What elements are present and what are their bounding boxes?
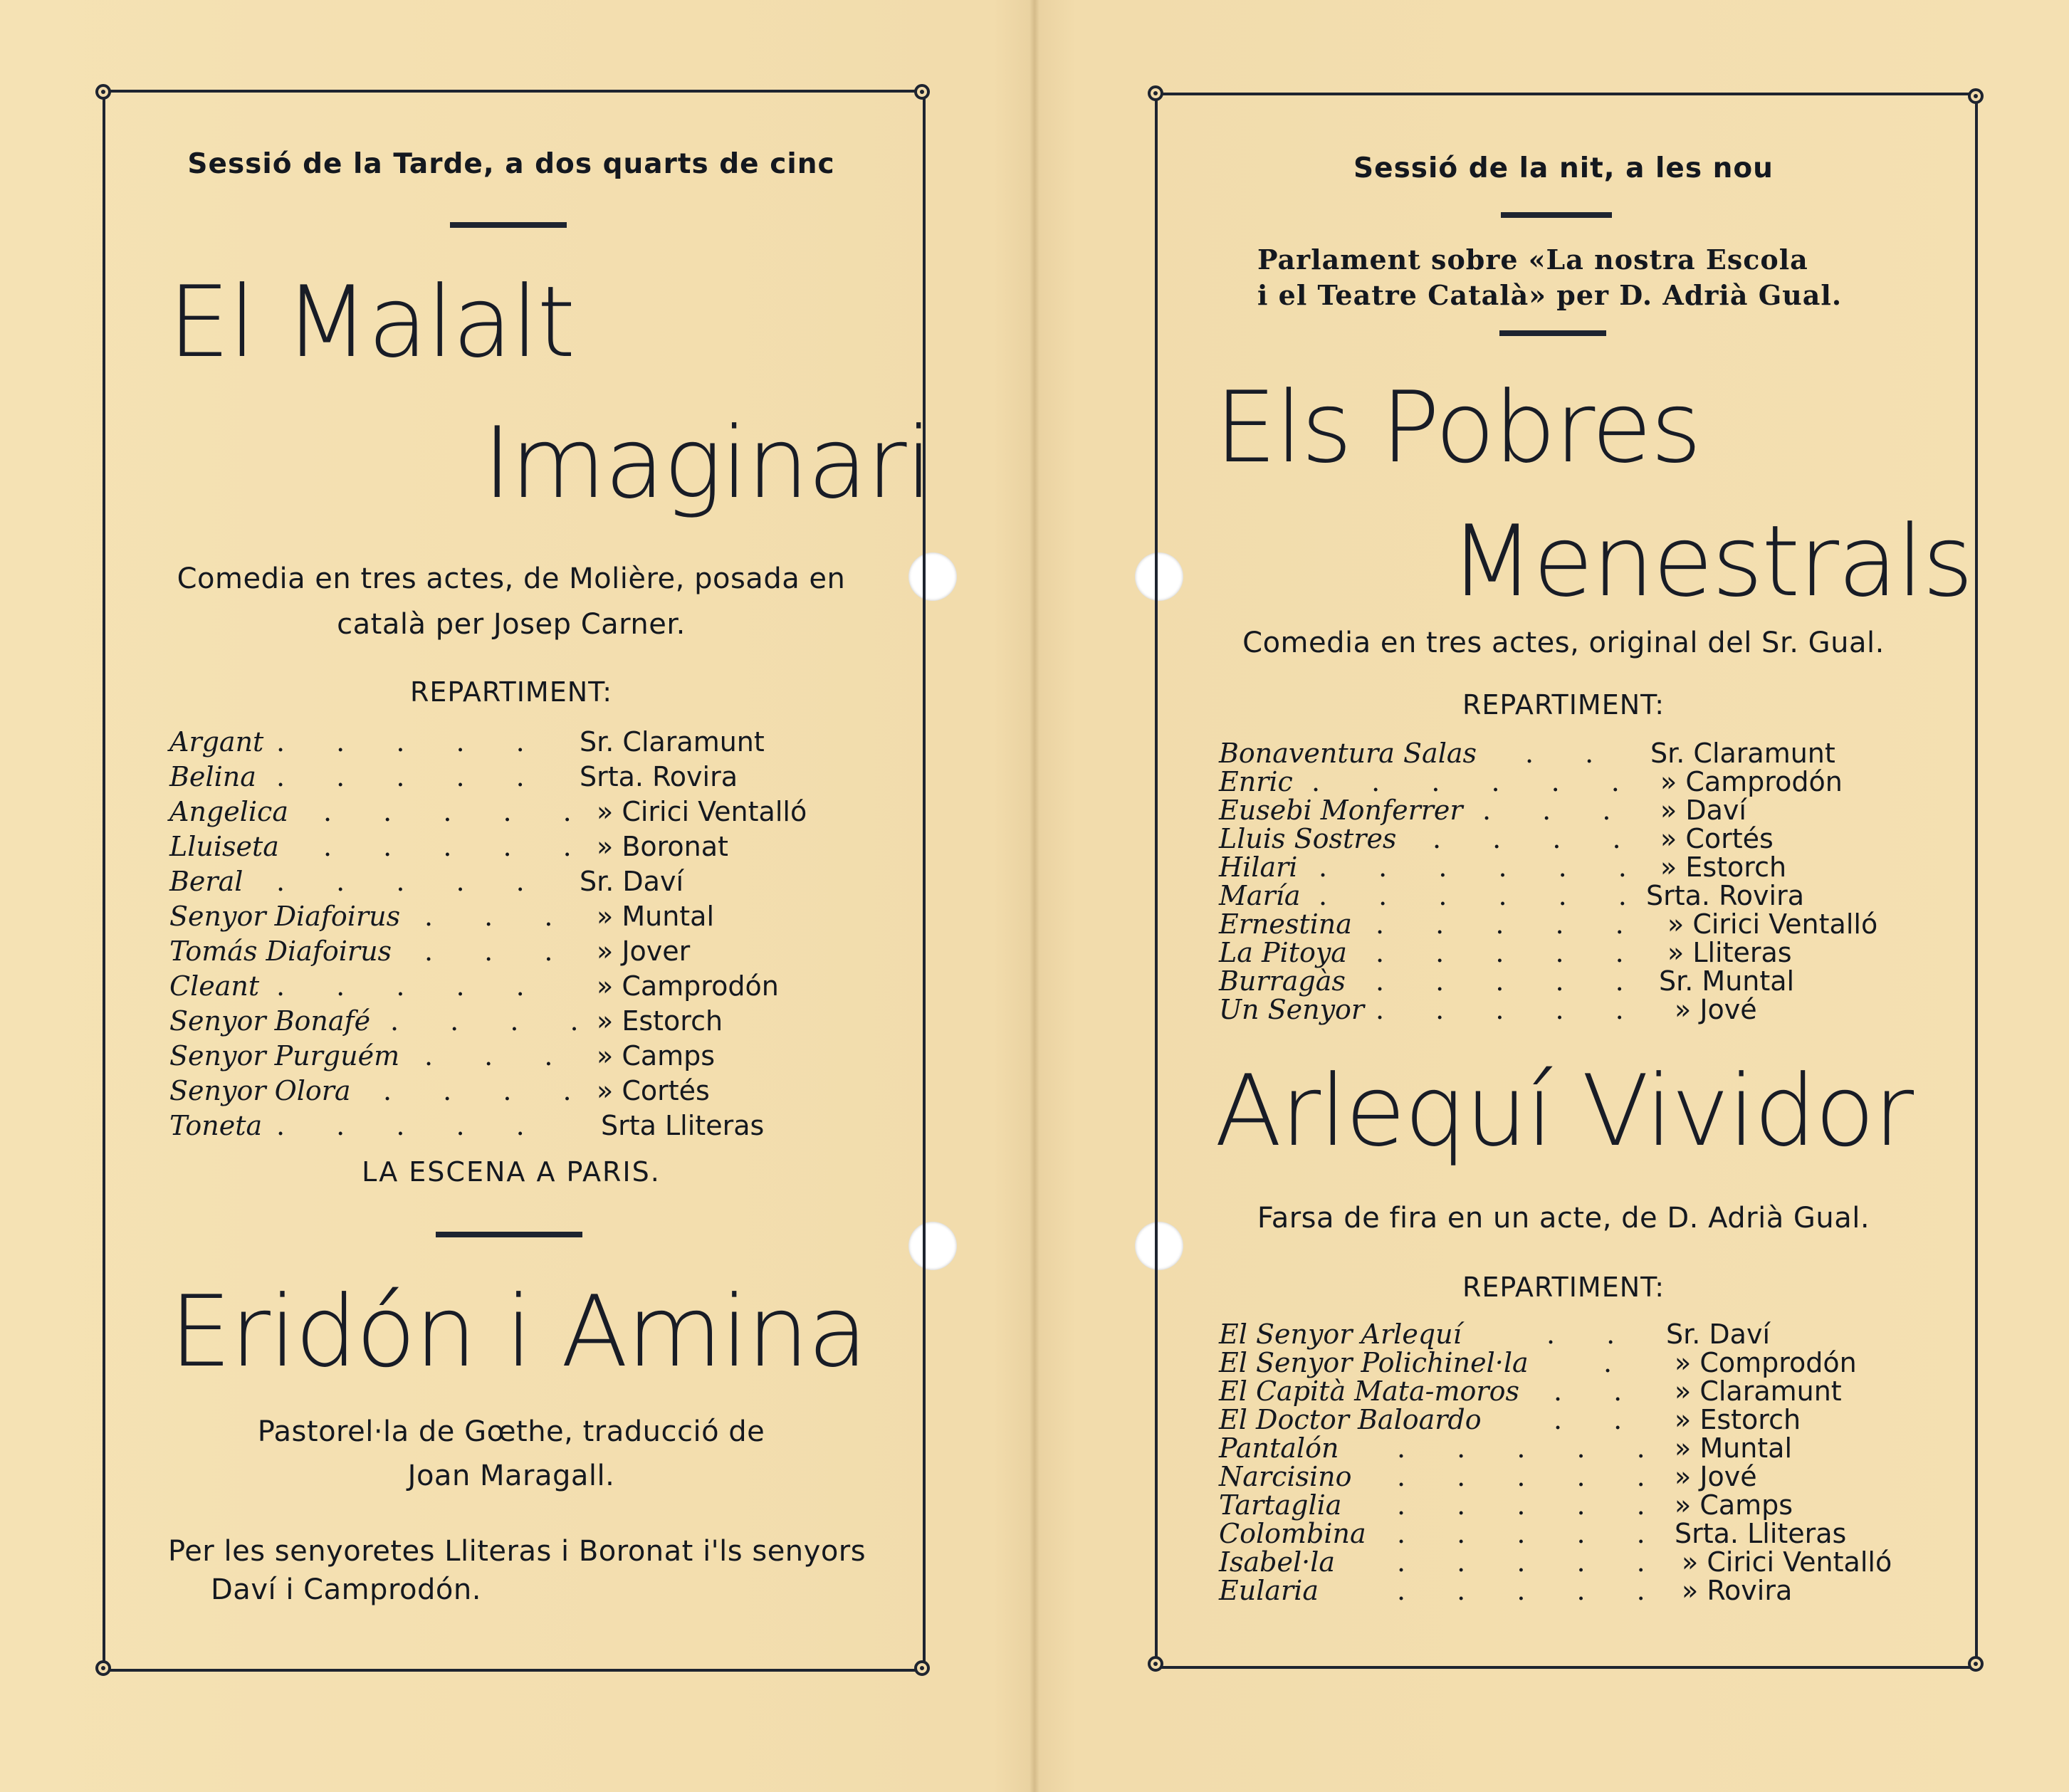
leader-dots: . . . . . .: [1319, 880, 1648, 911]
corner-ornament: [95, 1660, 111, 1676]
leader-dots: . .: [1525, 738, 1615, 769]
actor-name: Srta. Rovira: [580, 761, 738, 792]
leader-dots: . . . . .: [1397, 1546, 1667, 1578]
leader-dots: . . .: [424, 1040, 575, 1071]
right-session-heading: Sessió de la nit, a les nou: [1353, 152, 1774, 184]
actor-name: » Estorch: [597, 1005, 723, 1037]
actor-name: » Jové: [1675, 994, 1757, 1025]
role-name: Belina: [169, 761, 256, 792]
role-name: Argant: [169, 726, 264, 758]
leader-dots: . . . . .: [323, 831, 593, 862]
leader-dots: . . . . . .: [1319, 852, 1648, 883]
play-title-arlequi: Arlequí Vividor: [1215, 1054, 1913, 1168]
actor-name: » Cirici Ventalló: [597, 796, 807, 827]
role-name: Colombina: [1219, 1518, 1366, 1549]
role-name: Narcisino: [1219, 1461, 1352, 1492]
cast-heading: REPARTIMENT:: [1462, 1272, 1665, 1303]
role-name: Bonaventura Salas: [1219, 738, 1477, 769]
actor-name: » Jové: [1675, 1461, 1757, 1492]
role-name: Senyor Diafoirus: [169, 901, 401, 932]
play-title-eridon: Eridón i Amina: [169, 1274, 867, 1389]
lecture-announcement: Parlament sobre «La nostra Escola: [1257, 243, 1808, 276]
play-description: Pastorel·la de Gœthe, traducció de: [257, 1415, 765, 1448]
role-name: Tartaglia: [1219, 1489, 1342, 1521]
play-description: Farsa de fira en un acte, de D. Adrià Gual.: [1257, 1202, 1870, 1235]
role-name: Eusebi Monferrer: [1219, 795, 1463, 826]
leader-dots: . . .: [1482, 795, 1633, 826]
corner-ornament: [1968, 1656, 1984, 1672]
cast-heading: REPARTIMENT:: [409, 676, 612, 708]
role-name: Tomás Diafoirus: [169, 936, 392, 967]
leader-dots: . . . . .: [1376, 937, 1645, 968]
play-description: Comedia en tres actes, original del Sr. Gual.: [1242, 627, 1885, 659]
role-name: Cleant: [169, 970, 260, 1002]
actor-name: » Muntal: [597, 901, 715, 932]
actor-name: » Camps: [597, 1040, 716, 1071]
cast-heading: REPARTIMENT:: [1462, 689, 1665, 721]
role-name: Hilari: [1219, 852, 1298, 883]
corner-ornament: [914, 84, 930, 100]
leader-dots: . . . .: [390, 1005, 600, 1037]
play-title-pobres-line1: Els Pobres: [1215, 370, 1701, 485]
role-name: Toneta: [169, 1110, 263, 1141]
leader-dots: . .: [1554, 1376, 1644, 1407]
role-name: Ernestina: [1219, 908, 1352, 940]
actor-name: Sr. Daví: [580, 866, 684, 897]
role-name: El Doctor Baloardo: [1219, 1404, 1482, 1435]
leader-dots: . . . . .: [1397, 1575, 1667, 1606]
actor-name: » Camps: [1675, 1489, 1793, 1521]
actor-name: » Boronat: [597, 831, 728, 862]
role-name: Angelica: [169, 796, 288, 827]
leader-dots: . . . . .: [1397, 1489, 1667, 1521]
corner-ornament: [1968, 88, 1984, 104]
divider-rule: [436, 1232, 582, 1237]
role-name: Burragàs: [1219, 965, 1346, 997]
leader-dots: . . . . .: [1376, 908, 1645, 940]
corner-ornament: [1148, 85, 1163, 101]
role-name: Lluis Sostres: [1219, 823, 1397, 854]
actor-name: Srta Lliteras: [601, 1110, 765, 1141]
leader-dots: . .: [1554, 1404, 1644, 1435]
performers-note: Daví i Camprodón.: [211, 1573, 481, 1606]
actor-name: » Claramunt: [1675, 1376, 1842, 1407]
leader-dots: . . . . .: [323, 796, 593, 827]
leader-dots: . . . .: [1432, 823, 1643, 854]
actor-name: » Lliteras: [1667, 937, 1792, 968]
role-name: Beral: [169, 866, 243, 897]
actor-name: » Camprodón: [1660, 766, 1843, 797]
actor-name: » Rovira: [1682, 1575, 1793, 1606]
actor-name: » Cirici Ventalló: [1682, 1546, 1892, 1578]
actor-name: » Jover: [597, 936, 691, 967]
role-name: Senyor Bonafé: [169, 1005, 371, 1037]
actor-name: Sr. Claramunt: [1650, 738, 1835, 769]
role-name: El Senyor Polichinel·la: [1219, 1347, 1529, 1378]
leader-dots: . . . . .: [1376, 994, 1645, 1025]
leader-dots: . . . . .: [276, 970, 546, 1002]
play-description: Joan Maragall.: [407, 1460, 615, 1492]
role-name: Eularia: [1219, 1575, 1319, 1606]
play-title-malalt-line2: Imaginari: [483, 406, 931, 520]
actor-name: » Estorch: [1675, 1404, 1801, 1435]
actor-name: » Muntal: [1675, 1432, 1793, 1464]
divider-rule: [450, 222, 567, 228]
leader-dots: . . . . .: [1397, 1461, 1667, 1492]
role-name: Enric: [1219, 766, 1293, 797]
corner-ornament: [1148, 1656, 1163, 1672]
leader-dots: . . . . .: [276, 761, 546, 792]
role-name: Isabel·la: [1219, 1546, 1336, 1578]
leader-dots: . . . . . .: [1311, 766, 1641, 797]
actor-name: » Daví: [1660, 795, 1746, 826]
actor-name: » Cirici Ventalló: [1667, 908, 1878, 940]
leader-dots: . .: [1546, 1319, 1637, 1350]
actor-name: » Estorch: [1660, 852, 1787, 883]
play-description: Comedia en tres actes, de Molière, posada en: [177, 562, 846, 595]
divider-rule: [1499, 330, 1606, 336]
play-title-malalt-line1: El Malalt: [168, 265, 575, 379]
play-title-pobres-line2: Menestrals: [1450, 504, 1972, 619]
role-name: Senyor Olora: [169, 1075, 351, 1106]
actor-name: » Comprodón: [1675, 1347, 1857, 1378]
divider-rule: [1501, 212, 1612, 218]
center-fold: [1030, 0, 1039, 1792]
left-session-heading: Sessió de la Tarde, a dos quarts de cinc: [187, 148, 835, 180]
actor-name: » Cortés: [597, 1075, 710, 1106]
scene-location: LA ESCENA A PARIS.: [362, 1156, 661, 1188]
leader-dots: . . .: [424, 901, 575, 932]
leader-dots: . . . . .: [276, 1110, 546, 1141]
actor-name: Srta. Lliteras: [1675, 1518, 1847, 1549]
leader-dots: . . .: [424, 936, 575, 967]
actor-name: Sr. Muntal: [1659, 965, 1795, 997]
actor-name: » Camprodón: [597, 970, 779, 1002]
role-name: Lluiseta: [169, 831, 279, 862]
leader-dots: . . . . .: [276, 866, 546, 897]
role-name: Pantalón: [1219, 1432, 1339, 1464]
role-name: Senyor Purguém: [169, 1040, 400, 1071]
performers-note: Per les senyoretes Lliteras i Boronat i'ls senyors: [168, 1535, 866, 1568]
actor-name: Sr. Daví: [1666, 1319, 1771, 1350]
leader-dots: . . . . .: [1397, 1518, 1667, 1549]
actor-name: » Cortés: [1660, 823, 1774, 854]
leader-dots: .: [1603, 1347, 1634, 1378]
actor-name: Sr. Claramunt: [580, 726, 765, 758]
play-description: català per Josep Carner.: [337, 608, 686, 641]
lecture-announcement: i el Teatre Català» per D. Adrià Gual.: [1257, 279, 1843, 311]
role-name: El Senyor Arlequí: [1219, 1319, 1462, 1350]
role-name: María: [1219, 880, 1301, 911]
leader-dots: . . . . .: [276, 726, 546, 758]
role-name: Un Senyor: [1219, 994, 1365, 1025]
leader-dots: . . . . .: [1397, 1432, 1667, 1464]
role-name: La Pitoya: [1219, 937, 1347, 968]
actor-name: Srta. Rovira: [1646, 880, 1804, 911]
leader-dots: . . . .: [383, 1075, 593, 1106]
role-name: El Capità Mata-moros: [1219, 1376, 1519, 1407]
corner-ornament: [914, 1660, 930, 1676]
leader-dots: . . . . .: [1376, 965, 1645, 997]
corner-ornament: [95, 84, 111, 100]
